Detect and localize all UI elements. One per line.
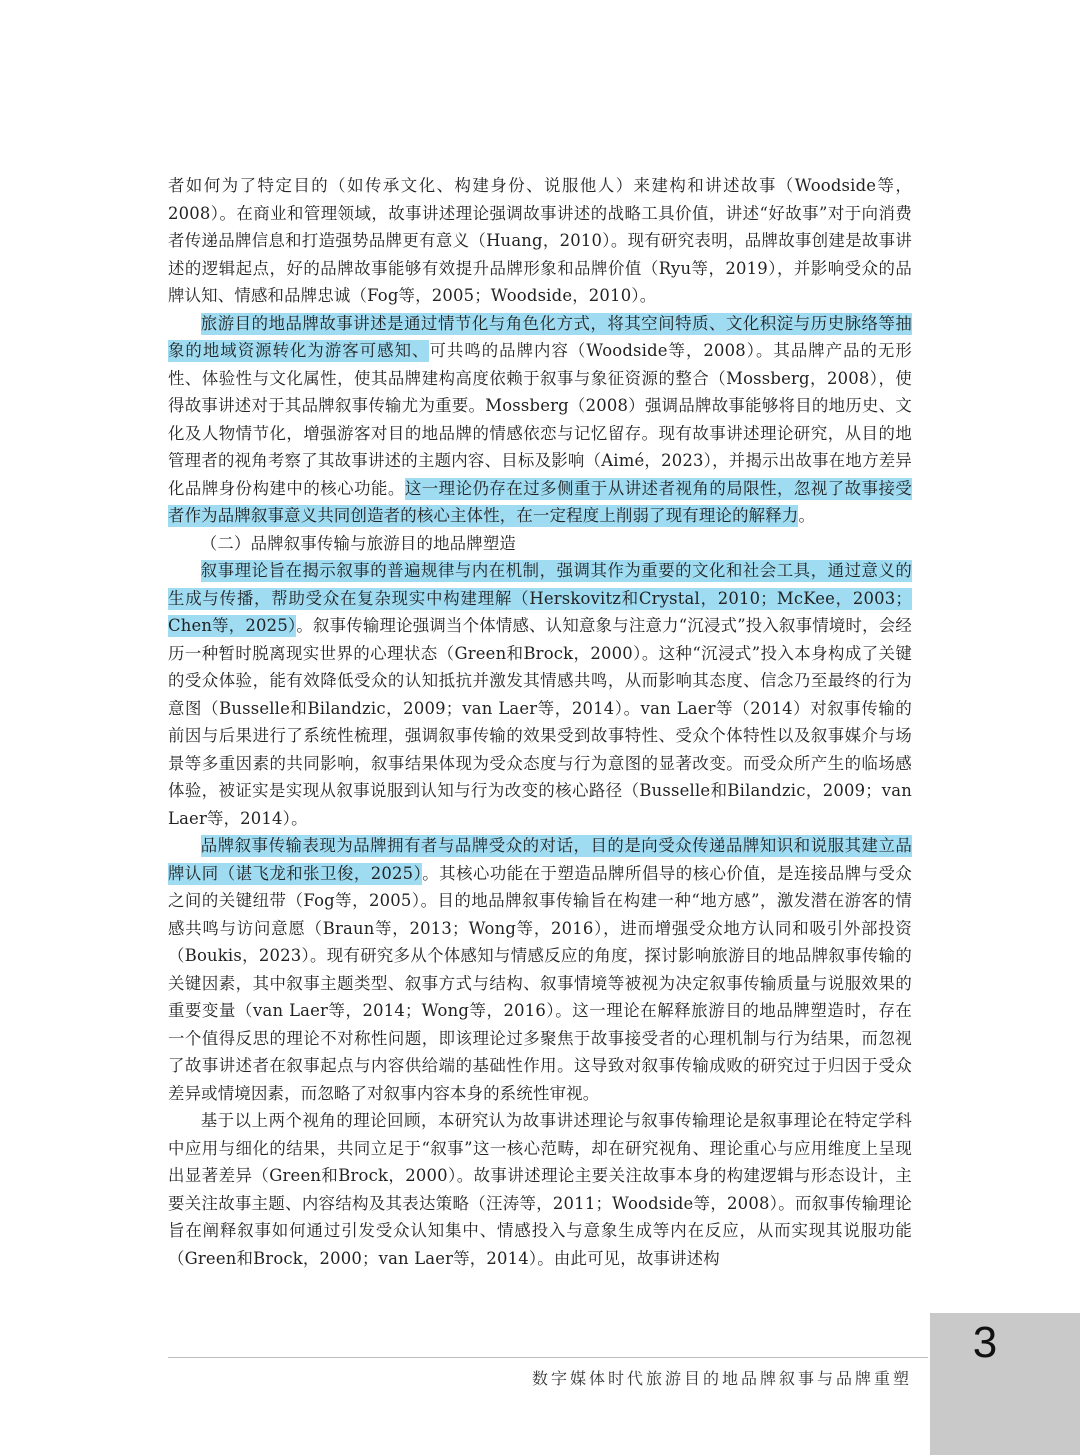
- footer-divider: [168, 1357, 928, 1358]
- running-title: 数字媒体时代旅游目的地品牌叙事与品牌重塑: [531, 1369, 912, 1388]
- highlighted-text: 叙事理论旨在揭示叙事的普遍规律与内在机制，强调其作为重要的文化和社会工具，通过意义的生成与传播，帮助受众在复杂现实中构建理解（Herskovitz和Crystal，2010；McKee，2003；Chen等，2025）: [168, 561, 912, 635]
- paragraph: [168, 557, 912, 832]
- body-text: [168, 172, 912, 1272]
- section-subheading: [168, 530, 912, 558]
- text-segment: 。: [798, 506, 816, 525]
- page-number-tab: [930, 1313, 1080, 1455]
- text-segment: （二）品牌叙事传输与旅游目的地品牌塑造: [200, 533, 517, 553]
- paragraph: [168, 310, 912, 530]
- page-number: 3: [972, 1318, 998, 1367]
- highlighted-text: 这一理论仍存在过多侧重于从讲述者视角的局限性，忽视了故事接受者作为品牌叙事意义共同创造者的核心主体性，在一定程度上削弱了现有理论的解释力: [168, 478, 912, 525]
- highlighted-text: 旅游目的地品牌故事讲述是通过情节化与角色化方式，将其空间特质、文化积淀与历史脉络等抽象的地域资源转化为游客可感知、: [168, 313, 912, 360]
- paragraph: [168, 1107, 912, 1272]
- text-segment: 可共鸣的品牌内容（Woodside等，2008）。其品牌产品的无形性、体验性与文化属性，使其品牌建构高度依赖于叙事与象征资源的整合（Mossberg，2008），使得故事讲述对于其品牌叙事传输尤为重要。Mossberg（2008）强调品牌故事能够将目的地历史、文化及人物情节化，增强游客对目的地品牌的情感依恋与记忆留存。现有故事讲述理论研究，从目的地管理者的视角考察了其故事讲述的主题内容、目标及影响（Aimé，2023），并揭示出故事在地方差异化品牌身份构建中的核心功能。: [168, 341, 913, 498]
- text-segment: 。叙事传输理论强调当个体情感、认知意象与注意力“沉浸式”投入叙事情境时，会经历一种暂时脱离现实世界的心理状态（Green和Brock，2000）。这种“沉浸式”投入本身构成了关键的受众体验，能有效降低受众的认知抵抗并激发其情感共鸣，从而影响其态度、信念乃至最终的行为意图（Busselle和Bilandzic，2009；van Laer等，2014）。van Laer等（2014）对叙事传输的前因与后果进行了系统性梳理，强调叙事传输的效果受到故事特性、受众个体特性以及叙事媒介与场景等多重因素的共同影响，叙事结果体现为受众态度与行为意图的显著改变。而受众所产生的临场感体验，被证实是实现从叙事说服到认知与行为改变的核心路径（Busselle和Bilandzic，2009；van Laer等，2014）。: [168, 616, 912, 828]
- text-segment: 。其核心功能在于塑造品牌所倡导的核心价值，是连接品牌与受众之间的关键纽带（Fog等，2005）。目的地品牌叙事传输旨在构建一种“地方感”，激发潜在游客的情感共鸣与访问意愿（Braun等，2013；Wong等，2016），进而增强受众地方认同和吸引外部投资（Boukis，2023）。现有研究多从个体感知与情感反应的角度，探讨影响旅游目的地品牌叙事传输的关键因素，其中叙事主题类型、叙事方式与结构、叙事情境等被视为决定叙事传输质量与说服效果的重要变量（van Laer等，2014；Wong等，2016）。这一理论在解释旅游目的地品牌塑造时，存在一个值得反思的理论不对称性问题，即该理论过多聚焦于故事接受者的心理机制与行为结果，而忽视了故事讲述者在叙事起点与内容供给端的基础性作用。这导致对叙事传输成败的研究过于归因于受众差异或情境因素，而忽略了对叙事内容本身的系统性审视。: [168, 863, 912, 1103]
- highlighted-text: 品牌叙事传输表现为品牌拥有者与品牌受众的对话，目的是向受众传递品牌知识和说服其建立品牌认同（谌飞龙和张卫俊，2025）: [168, 836, 912, 883]
- paragraph: [168, 832, 912, 1107]
- text-segment: 者如何为了特定目的（如传承文化、构建身份、说服他人）来建构和讲述故事（Woodside等，2008）。在商业和管理领域，故事讲述理论强调故事讲述的战略工具价值，讲述“好故事”对于向消费者传递品牌信息和打造强势品牌更有意义（Huang，2010）。现有研究表明，品牌故事创建是故事讲述的逻辑起点，好的品牌故事能够有效提升品牌形象和品牌价值（Ryu等，2019），并影响受众的品牌认知、情感和品牌忠诚（Fog等，2005；Woodside，2010）。: [168, 176, 912, 305]
- text-segment: 基于以上两个视角的理论回顾，本研究认为故事讲述理论与叙事传输理论是叙事理论在特定学科中应用与细化的结果，共同立足于“叙事”这一核心范畴，却在研究视角、理论重心与应用维度上呈现出显著差异（Green和Brock，2000）。故事讲述理论主要关注故事本身的构建逻辑与形态设计，主要关注故事主题、内容结构及其表达策略（汪涛等，2011；Woodside等，2008）。而叙事传输理论旨在阐释叙事如何通过引发受众认知集中、情感投入与意象生成等内在反应，从而实现其说服功能（Green和Brock，2000；van Laer等，2014）。由此可见，故事讲述构: [168, 1111, 912, 1268]
- paragraph: [168, 172, 912, 310]
